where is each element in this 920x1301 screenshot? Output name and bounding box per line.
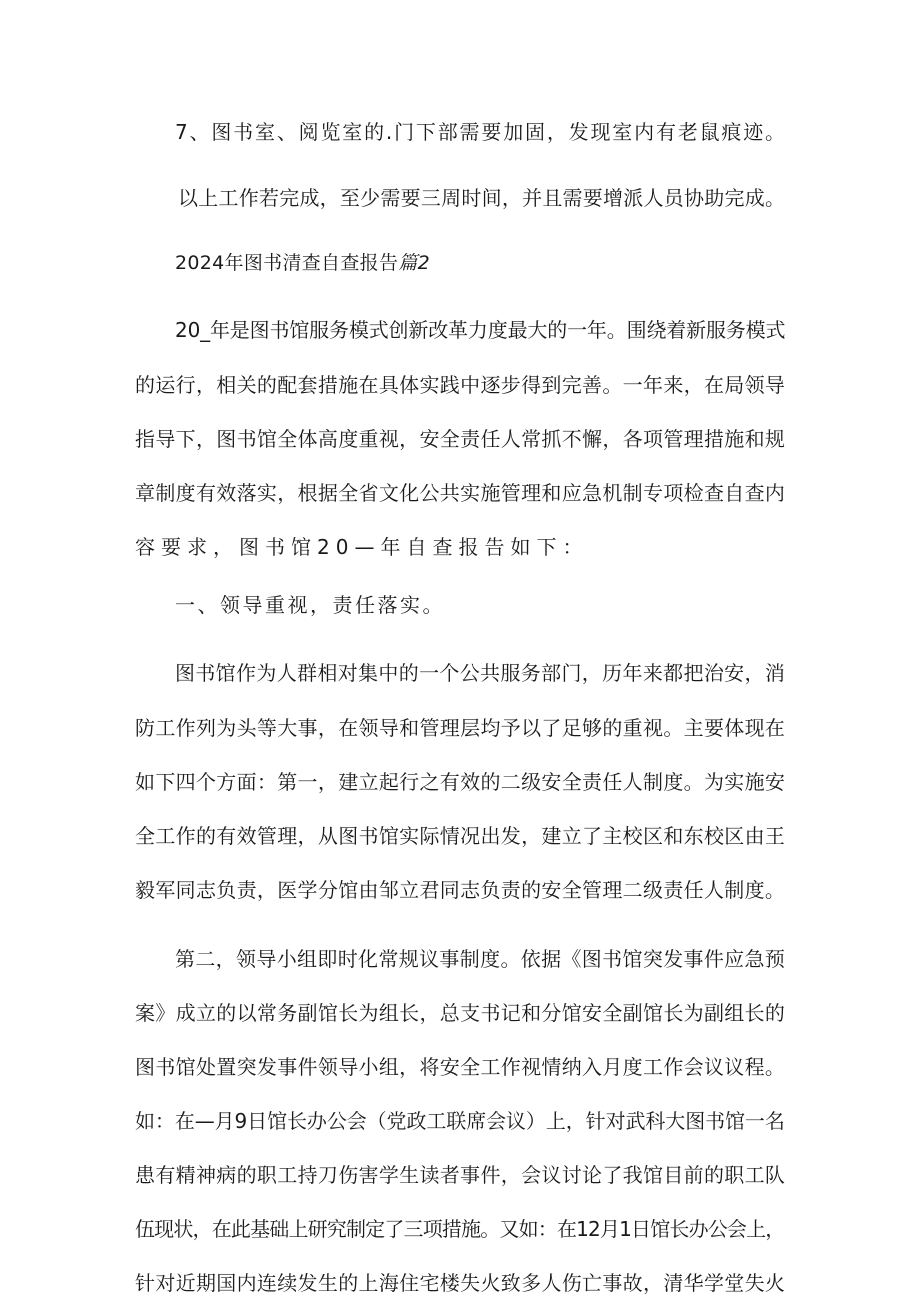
para1-line-2: 防工作列为头等大事，在领导和管理层均予以了足够的重视。主要体现在 [135, 716, 786, 740]
report-title [175, 249, 430, 277]
report-part-label: 篇2 [398, 252, 430, 274]
para2-line-3: 图书馆处置突发事件领导小组，将安全工作视情纳入月度工作会议议程。 [135, 1055, 786, 1079]
intro-line-4: 章制度有效落实，根据全省文化公共实施管理和应急机制专项检查自查内 [135, 481, 786, 505]
para1-line-4: 全工作的有效管理，从图书馆实际情况出发，建立了主校区和东校区由王 [135, 824, 786, 848]
intro-line-3: 指导下，图书馆全体高度重视，安全责任人常抓不懈，各项管理措施和规 [135, 427, 786, 451]
intro-line-5: 容要求，图书馆20—年自查报告如下： [135, 535, 589, 559]
summary-paragraph: 以上工作若完成，至少需要三周时间，并且需要增派人员协助完成。 [178, 186, 786, 210]
para1-line-1: 图书馆作为人群相对集中的一个公共服务部门，历年来都把治安，消 [175, 661, 786, 685]
para2-line-2: 案》成立的以常务副馆长为组长，总支书记和分馆安全副馆长为副组长的 [135, 1001, 786, 1025]
para2-line-4: 如：在—月9日馆长办公会（党政工联席会议）上，针对武科大图书馆一名 [135, 1109, 785, 1133]
para2-line-5: 患有精神病的职工持刀伤害学生读者事件，会议讨论了我馆目前的职工队 [135, 1163, 786, 1187]
para2-line-7: 针对近期国内连续发生的上海住宅楼失火致多人伤亡事故，清华学堂失火 [135, 1271, 786, 1295]
report-title-text: 2024年图书清查自查报告 [175, 252, 399, 274]
para1-line-3: 如下四个方面：第一，建立起行之有效的二级安全责任人制度。为实施安 [135, 770, 786, 794]
para2-line-6: 伍现状，在此基础上研究制定了三项措施。又如：在12月1日馆长办公会上， [135, 1217, 785, 1241]
intro-line-2: 的运行，相关的配套措施在具体实践中逐步得到完善。一年来，在局领导 [135, 373, 786, 397]
list-item-7: 7、图书室、阅览室的.门下部需要加固，发现室内有老鼠痕迹。 [175, 120, 787, 144]
intro-line-1: 20_年是图书馆服务模式创新改革力度最大的一年。围绕着新服务模式 [175, 318, 786, 342]
para1-line-5: 毅军同志负责，医学分馆由邹立君同志负责的安全管理二级责任人制度。 [135, 878, 786, 902]
para2-line-1: 第二，领导小组即时化常规议事制度。依据《图书馆突发事件应急预 [175, 947, 786, 971]
section-1-title: 一、领导重视，责任落实。 [175, 593, 445, 617]
